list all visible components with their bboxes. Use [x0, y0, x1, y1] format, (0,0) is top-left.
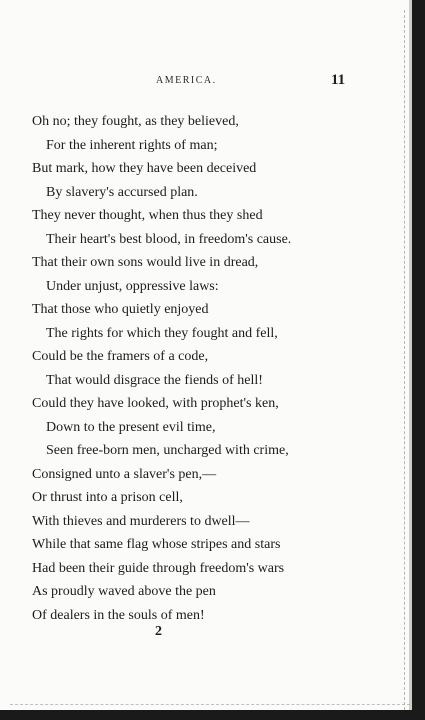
poem-line: Consigned unto a slaver's pen,—	[32, 467, 217, 482]
running-title: AMERICA.	[156, 75, 217, 86]
poem-line: That those who quietly enjoyed	[32, 302, 209, 317]
poem-line: But mark, how they have been deceived	[32, 161, 257, 176]
poem-line: Their heart's best blood, in freedom's cause.	[46, 232, 292, 247]
poem-line: With thieves and murderers to dwell—	[32, 514, 250, 529]
poem-line: By slavery's accursed plan.	[46, 185, 198, 200]
poem-line: They never thought, when thus they shed	[32, 208, 263, 223]
poem-line: Or thrust into a prison cell,	[32, 490, 183, 505]
poem-line: Oh no; they fought, as they believed,	[32, 114, 239, 129]
poem-line: For the inherent rights of man;	[46, 138, 218, 153]
poem-line: Down to the present evil time,	[46, 420, 216, 435]
poem-line: Seen free-born men, uncharged with crime,	[46, 443, 289, 458]
poem-line: That would disgrace the fiends of hell!	[46, 373, 263, 388]
page-number: 11	[331, 72, 346, 88]
poem-line: Of dealers in the souls of men!	[32, 608, 205, 623]
signature-mark: 2	[155, 624, 162, 639]
poem-line: While that same flag whose stripes and stars	[32, 537, 281, 552]
poem-line: That their own sons would live in dread,	[32, 255, 259, 270]
poem-line: Could be the framers of a code,	[32, 349, 209, 364]
poem-line: As proudly waved above the pen	[32, 584, 216, 599]
page-edge	[404, 10, 411, 710]
poem-line: Could they have looked, with prophet's ken,	[32, 396, 279, 411]
page-bottom-edge	[10, 704, 410, 709]
poem-line: The rights for which they fought and fell,	[46, 326, 278, 341]
poem-line: Had been their guide through freedom's wars	[32, 561, 285, 576]
poem-line: Under unjust, oppressive laws:	[46, 279, 219, 294]
